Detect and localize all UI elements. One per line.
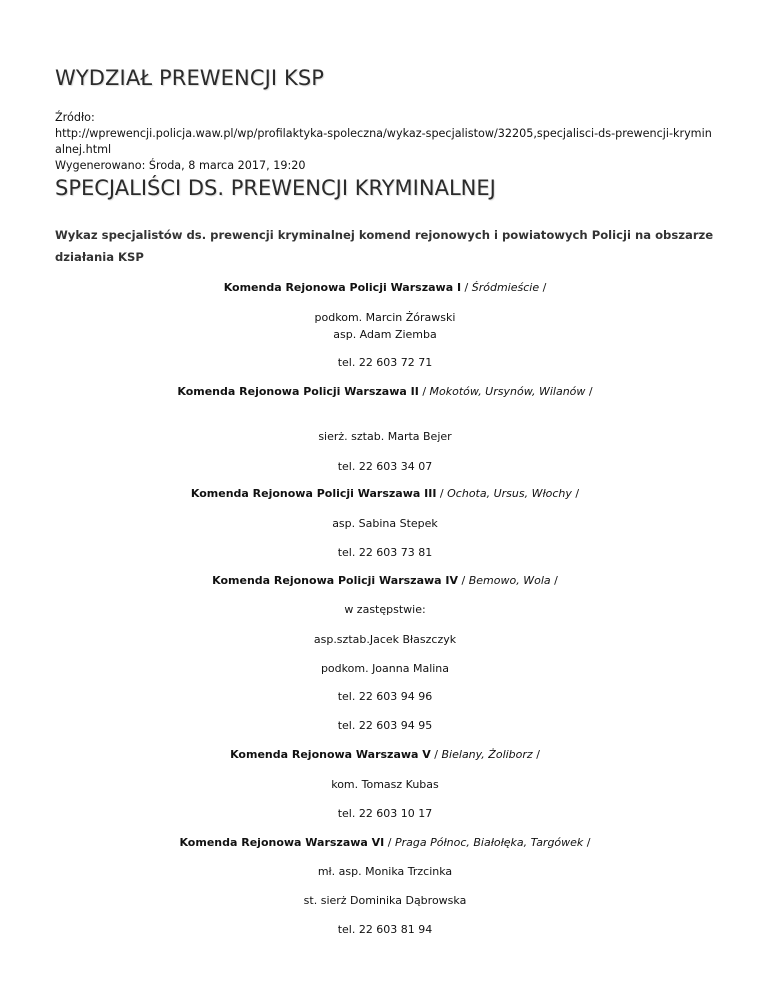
unit-phone: tel. 22 603 34 07	[337, 460, 433, 473]
unit-area: Bemowo, Wola	[468, 574, 551, 587]
unit-phone: tel. 22 603 73 81	[337, 546, 433, 559]
unit-name: Komenda Rejonowa Policji Warszawa II	[177, 385, 419, 398]
unit-heading: Komenda Rejonowa Warszawa VI / Praga Północ, Białołęka, Targówek /	[179, 836, 591, 849]
unit-name: Komenda Rejonowa Policji Warszawa III	[190, 487, 437, 500]
unit-line: asp. Adam Ziemba	[333, 328, 437, 341]
unit-name: Komenda Rejonowa Policji Warszawa IV	[212, 574, 459, 587]
unit-area: Śródmieście	[471, 281, 540, 294]
source-info	[55, 110, 715, 174]
unit-phone: tel. 22 603 10 17	[337, 807, 433, 820]
unit-phone: tel. 22 603 81 94	[337, 923, 433, 936]
unit-area: Ochota, Ursus, Włochy	[447, 487, 572, 500]
unit-area: Mokotów, Ursynów, Wilanów	[429, 385, 586, 398]
unit-heading: Komenda Rejonowa Warszawa V / Bielany, Żoliborz /	[230, 748, 540, 761]
unit-heading: Komenda Rejonowa Policji Warszawa III / Ochota, Ursus, Włochy /	[190, 487, 580, 500]
unit-phone: tel. 22 603 94 95	[337, 719, 433, 732]
unit-name: Komenda Rejonowa Policji Warszawa I	[223, 281, 462, 294]
unit-line: asp. Sabina Stepek	[332, 517, 438, 530]
unit-area: Praga Północ, Białołęka, Targówek	[394, 836, 584, 849]
generated-date: Wygenerowano: Środa, 8 marca 2017, 19:20	[55, 159, 306, 172]
site-title: WYDZIAŁ PREWENCJI KSP	[55, 66, 325, 90]
unit-heading: Komenda Rejonowa Policji Warszawa IV / Bemowo, Wola /	[212, 574, 558, 587]
unit-line: podkom. Joanna Malina	[320, 662, 450, 675]
unit-line: mł. asp. Monika Trzcinka	[317, 865, 453, 878]
unit-heading: Komenda Rejonowa Policji Warszawa I / Śródmieście /	[223, 281, 547, 294]
unit-heading: Komenda Rejonowa Policji Warszawa II / Mokotów, Ursynów, Wilanów /	[177, 385, 593, 398]
unit-line: podkom. Marcin Żórawski	[314, 311, 456, 324]
unit-phone: tel. 22 603 94 96	[337, 690, 433, 703]
source-label: Źródło:	[55, 111, 95, 124]
unit-line: st. sierż Dominika Dąbrowska	[303, 894, 467, 907]
unit-line: sierż. sztab. Marta Bejer	[318, 430, 452, 443]
unit-phone: tel. 22 603 72 71	[337, 356, 433, 369]
unit-line: asp.sztab.Jacek Błaszczyk	[313, 633, 457, 646]
article-title: SPECJALIŚCI DS. PREWENCJI KRYMINALNEJ	[55, 176, 496, 200]
source-url[interactable]: http://wprewencji.policja.waw.pl/wp/profilaktyka-spoleczna/wykaz-specjalistow/32205,specjalisci-ds-prewencji-kryminalnej.html	[55, 127, 712, 156]
unit-name: Komenda Rejonowa Warszawa V	[230, 748, 431, 761]
unit-line: w zastępstwie:	[344, 603, 426, 616]
article-lead: Wykaz specjalistów ds. prewencji kryminalnej komend rejonowych i powiatowych Policji na obszarze działania KSP	[55, 228, 714, 264]
unit-area: Bielany, Żoliborz	[441, 748, 533, 761]
unit-line: kom. Tomasz Kubas	[331, 778, 439, 791]
unit-name: Komenda Rejonowa Warszawa VI	[179, 836, 385, 849]
